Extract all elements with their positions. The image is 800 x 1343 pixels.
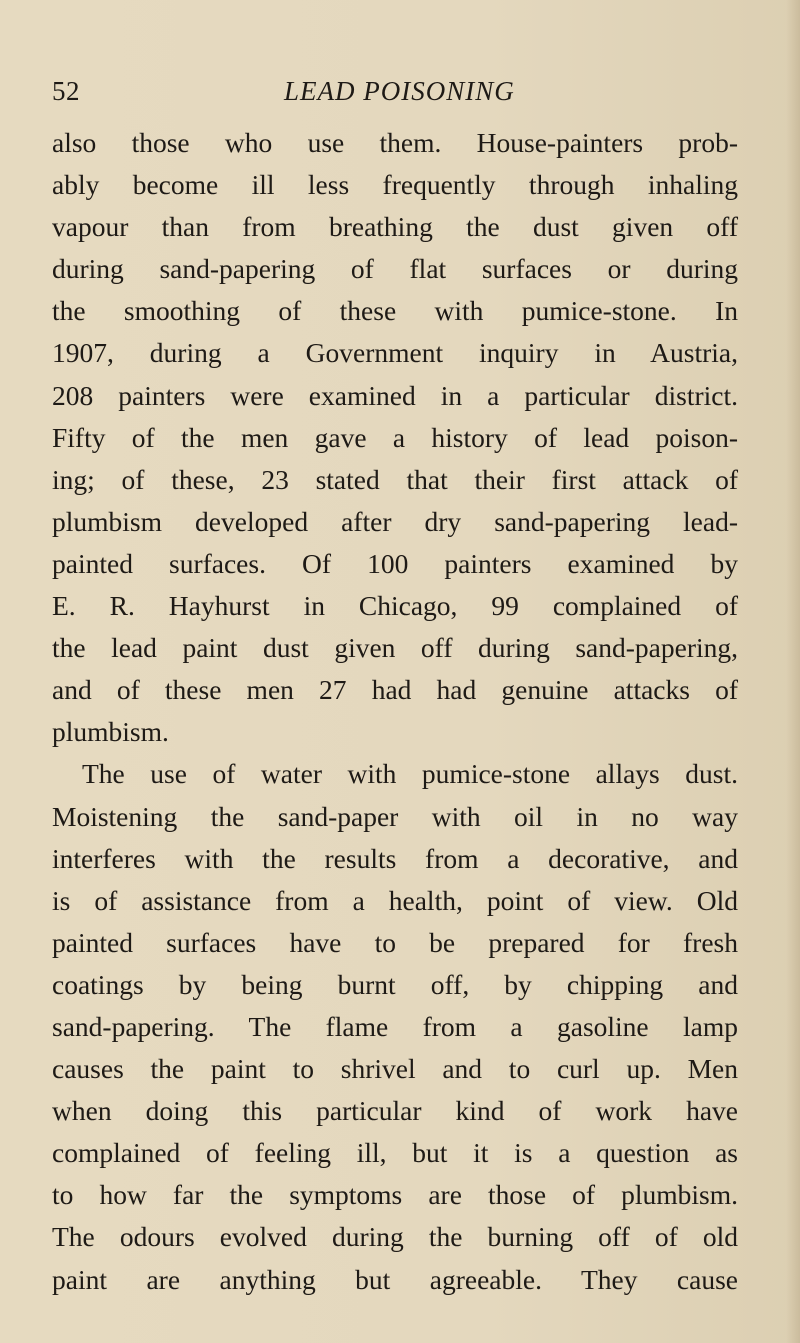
paragraph-end-line: plumbism. [52,716,169,748]
text-line: to how far the symptoms are those of plumbism. [52,1179,738,1211]
text-line: sand-papering. The flame from a gasoline lamp [52,1010,738,1042]
text-line: also those who use them. House-painters prob- [52,127,738,158]
text-line: when doing this particular kind of work have [52,1095,738,1127]
text-line: during sand-papering of flat surfaces or during [52,253,738,285]
body-text [52,122,738,1301]
text-line: vapour than from breathing the dust given off [52,211,738,243]
text-line: coatings by being burnt off, by chipping and [52,968,738,1000]
text-line: and of these men 27 had had genuine attacks of [52,674,738,706]
text-line: interferes with the results from a decorative, and [52,842,738,874]
text-line: paint are anything but agreeable. They cause [52,1263,738,1295]
text-line: painted surfaces. Of 100 painters examined by [52,547,738,579]
text-line: E. R. Hayhurst in Chicago, 99 complained of [52,590,738,622]
text-line: Moistening the sand-paper with oil in no way [52,800,738,832]
text-line: 1907, during a Government inquiry in Austria, [52,337,738,369]
text-line: The odours evolved during the burning off of old [52,1221,738,1253]
text-line: plumbism developed after dry sand-papering lead- [52,505,738,537]
text-line: is of assistance from a health, point of view. Old [52,884,738,916]
text-line: the smoothing of these with pumice-stone. In [52,295,738,327]
text-line: the lead paint dust given off during sand-papering, [52,632,738,664]
page-number: 52 [52,76,80,106]
page-header [0,76,800,112]
text-line: painted surfaces have to be prepared for fresh [52,926,738,958]
text-line: ably become ill less frequently through inhaling [52,169,738,201]
text-line: complained of feeling ill, but it is a question as [52,1137,738,1169]
text-line: causes the paint to shrivel and to curl up. Men [52,1053,738,1085]
paragraph-start-line: The use of water with pumice-stone allays dust. [82,758,738,790]
running-title: LEAD POISONING [284,76,515,106]
text-line: ing; of these, 23 stated that their first attack of [52,463,738,495]
text-line: 208 painters were examined in a particular district. [52,379,738,411]
text-line: Fifty of the men gave a history of lead poison- [52,421,738,453]
